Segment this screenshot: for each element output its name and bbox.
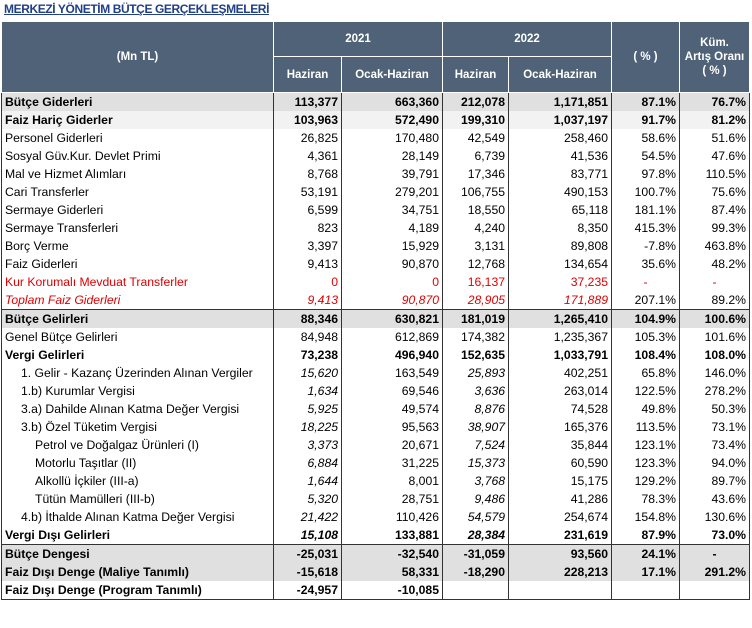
val-2021-ocak-haziran: 95,563 bbox=[342, 418, 443, 436]
val-pct-change: -7.8% bbox=[612, 237, 680, 255]
val-2021-ocak-haziran: 90,870 bbox=[342, 291, 443, 310]
val-2022-haziran: 17,346 bbox=[443, 165, 509, 183]
table-row bbox=[2, 454, 750, 472]
val-2021-haziran: -24,957 bbox=[274, 581, 342, 600]
val-2022-ocak-haziran: 8,350 bbox=[509, 219, 612, 237]
val-cumulative-change: - bbox=[680, 273, 750, 291]
val-2021-ocak-haziran: 15,929 bbox=[342, 237, 443, 255]
val-pct-change: - bbox=[612, 273, 680, 291]
val-2021-ocak-haziran: 20,671 bbox=[342, 436, 443, 454]
val-2022-ocak-haziran: 165,376 bbox=[509, 418, 612, 436]
val-2022-ocak-haziran: 41,536 bbox=[509, 147, 612, 165]
table-row bbox=[2, 201, 750, 219]
row-label: Cari Transferler bbox=[2, 183, 274, 201]
row-label: 1.b) Kurumlar Vergisi bbox=[2, 382, 274, 400]
val-cumulative-change: 43.6% bbox=[680, 490, 750, 508]
val-2022-haziran bbox=[443, 581, 509, 600]
val-2022-haziran: 181,019 bbox=[443, 310, 509, 329]
val-2021-ocak-haziran: 90,870 bbox=[342, 255, 443, 273]
row-label: Borç Verme bbox=[2, 237, 274, 255]
val-2021-ocak-haziran: 110,426 bbox=[342, 508, 443, 526]
val-cumulative-change: 146.0% bbox=[680, 364, 750, 382]
val-pct-change: 65.8% bbox=[612, 364, 680, 382]
val-2021-haziran: 823 bbox=[274, 219, 342, 237]
table-row bbox=[2, 418, 750, 436]
val-2022-ocak-haziran: 65,118 bbox=[509, 201, 612, 219]
val-2022-ocak-haziran: 60,590 bbox=[509, 454, 612, 472]
val-cumulative-change: 48.2% bbox=[680, 255, 750, 273]
val-cumulative-change: 108.0% bbox=[680, 346, 750, 364]
val-2022-haziran: 199,310 bbox=[443, 111, 509, 129]
row-label: 3.b) Özel Tüketim Vergisi bbox=[2, 418, 274, 436]
val-2021-ocak-haziran: 496,940 bbox=[342, 346, 443, 364]
table-body bbox=[2, 93, 750, 600]
val-cumulative-change: 89.2% bbox=[680, 291, 750, 310]
val-2021-ocak-haziran: 572,490 bbox=[342, 111, 443, 129]
table-row bbox=[2, 219, 750, 237]
val-2022-haziran: 3,131 bbox=[443, 237, 509, 255]
val-2022-haziran: 6,739 bbox=[443, 147, 509, 165]
row-label: 4.b) İthalde Alınan Katma Değer Vergisi bbox=[2, 508, 274, 526]
val-2021-ocak-haziran: 0 bbox=[342, 273, 443, 291]
table-row bbox=[2, 490, 750, 508]
table-row bbox=[2, 436, 750, 454]
val-2021-ocak-haziran: 133,881 bbox=[342, 526, 443, 545]
val-cumulative-change: 47.6% bbox=[680, 147, 750, 165]
val-2022-haziran: 7,524 bbox=[443, 436, 509, 454]
val-2021-ocak-haziran: -10,085 bbox=[342, 581, 443, 600]
val-2021-haziran: 15,620 bbox=[274, 364, 342, 382]
row-label: Vergi Dışı Gelirleri bbox=[2, 526, 274, 545]
val-2022-ocak-haziran: 134,654 bbox=[509, 255, 612, 273]
table-row bbox=[2, 129, 750, 147]
val-cumulative-change: 99.3% bbox=[680, 219, 750, 237]
val-2022-haziran: 9,486 bbox=[443, 490, 509, 508]
val-cumulative-change: 81.2% bbox=[680, 111, 750, 129]
val-2021-haziran: -15,618 bbox=[274, 563, 342, 581]
val-2022-ocak-haziran: 171,889 bbox=[509, 291, 612, 310]
table-row bbox=[2, 545, 750, 564]
val-2021-haziran: 84,948 bbox=[274, 328, 342, 346]
val-2021-ocak-haziran: 58,331 bbox=[342, 563, 443, 581]
val-pct-change: 24.1% bbox=[612, 545, 680, 564]
val-2021-haziran: 9,413 bbox=[274, 291, 342, 310]
table-row bbox=[2, 400, 750, 418]
val-2021-haziran: 26,825 bbox=[274, 129, 342, 147]
val-pct-change: 108.4% bbox=[612, 346, 680, 364]
val-2021-ocak-haziran: 39,791 bbox=[342, 165, 443, 183]
val-2021-haziran: 1,634 bbox=[274, 382, 342, 400]
val-pct-change: 17.1% bbox=[612, 563, 680, 581]
row-label: Faiz Dışı Denge (Program Tanımlı) bbox=[2, 581, 274, 600]
row-label: Tütün Mamülleri (III-b) bbox=[2, 490, 274, 508]
year-2021-header: 2021 bbox=[274, 22, 443, 57]
val-2021-ocak-haziran: 8,001 bbox=[342, 472, 443, 490]
val-2021-ocak-haziran: 31,225 bbox=[342, 454, 443, 472]
table-header bbox=[2, 22, 750, 93]
val-pct-change: 415.3% bbox=[612, 219, 680, 237]
row-label: Vergi Gelirleri bbox=[2, 346, 274, 364]
val-pct-change: 105.3% bbox=[612, 328, 680, 346]
table-row bbox=[2, 237, 750, 255]
val-2022-haziran: 18,550 bbox=[443, 201, 509, 219]
year-2022-header: 2022 bbox=[443, 22, 612, 57]
unit-header: (Mn TL) bbox=[2, 22, 274, 93]
val-2021-ocak-haziran: 170,480 bbox=[342, 129, 443, 147]
val-2022-haziran: 152,635 bbox=[443, 346, 509, 364]
table-row bbox=[2, 508, 750, 526]
val-2021-haziran: 18,225 bbox=[274, 418, 342, 436]
val-2022-haziran: 212,078 bbox=[443, 93, 509, 112]
val-2022-ocak-haziran: 231,619 bbox=[509, 526, 612, 545]
table-row bbox=[2, 165, 750, 183]
val-2022-ocak-haziran: 258,460 bbox=[509, 129, 612, 147]
val-pct-change: 181.1% bbox=[612, 201, 680, 219]
val-pct-change: 87.9% bbox=[612, 526, 680, 545]
val-2021-haziran: 8,768 bbox=[274, 165, 342, 183]
val-pct-change: 154.8% bbox=[612, 508, 680, 526]
col-2021-ocak-haziran: Ocak-Haziran bbox=[342, 57, 443, 93]
val-pct-change: 122.5% bbox=[612, 382, 680, 400]
val-2022-haziran: -31,059 bbox=[443, 545, 509, 564]
cumulative-header bbox=[680, 22, 750, 93]
val-2022-ocak-haziran: 93,560 bbox=[509, 545, 612, 564]
val-2022-ocak-haziran: 15,175 bbox=[509, 472, 612, 490]
val-2022-ocak-haziran: 1,265,410 bbox=[509, 310, 612, 329]
val-2021-haziran: 6,884 bbox=[274, 454, 342, 472]
row-label: Sermaye Transferleri bbox=[2, 219, 274, 237]
val-cumulative-change: 291.2% bbox=[680, 563, 750, 581]
val-2022-ocak-haziran: 41,286 bbox=[509, 490, 612, 508]
val-2022-haziran: 8,876 bbox=[443, 400, 509, 418]
col-2022-haziran: Haziran bbox=[443, 57, 509, 93]
row-label: Alkollü İçkiler (III-a) bbox=[2, 472, 274, 490]
col-2021-haziran: Haziran bbox=[274, 57, 342, 93]
row-label: 1. Gelir - Kazanç Üzerinden Alınan Vergiler bbox=[2, 364, 274, 382]
val-pct-change: 104.9% bbox=[612, 310, 680, 329]
val-2022-ocak-haziran: 1,235,367 bbox=[509, 328, 612, 346]
table-row bbox=[2, 183, 750, 201]
val-2022-haziran: 28,384 bbox=[443, 526, 509, 545]
val-2022-haziran: 25,893 bbox=[443, 364, 509, 382]
row-label: Faiz Giderleri bbox=[2, 255, 274, 273]
val-pct-change: 91.7% bbox=[612, 111, 680, 129]
table-row bbox=[2, 93, 750, 112]
row-label: Toplam Faiz Giderleri bbox=[2, 291, 274, 310]
val-2021-haziran: 113,377 bbox=[274, 93, 342, 112]
table-row bbox=[2, 273, 750, 291]
val-2022-ocak-haziran: 37,235 bbox=[509, 273, 612, 291]
val-2022-ocak-haziran: 89,808 bbox=[509, 237, 612, 255]
val-cumulative-change: 110.5% bbox=[680, 165, 750, 183]
pct-header: ( % ) bbox=[612, 22, 680, 93]
val-2021-haziran: 73,238 bbox=[274, 346, 342, 364]
val-pct-change: 35.6% bbox=[612, 255, 680, 273]
val-pct-change: 123.3% bbox=[612, 454, 680, 472]
table-row bbox=[2, 382, 750, 400]
row-label: 3.a) Dahilde Alınan Katma Değer Vergisi bbox=[2, 400, 274, 418]
row-label: Sosyal Güv.Kur. Devlet Primi bbox=[2, 147, 274, 165]
cumulative-header-line1: Küm. bbox=[700, 37, 729, 49]
val-2021-haziran: 3,397 bbox=[274, 237, 342, 255]
table-row bbox=[2, 346, 750, 364]
cumulative-header-line2: Artış Oranı bbox=[684, 51, 745, 63]
val-2021-haziran: 88,346 bbox=[274, 310, 342, 329]
page-title: MERKEZİ YÖNETİM BÜTÇE GERÇEKLEŞMELERİ bbox=[4, 2, 269, 16]
val-cumulative-change: 278.2% bbox=[680, 382, 750, 400]
val-pct-change: 49.8% bbox=[612, 400, 680, 418]
table-row bbox=[2, 255, 750, 273]
val-2021-haziran: 53,191 bbox=[274, 183, 342, 201]
row-label: Bütçe Dengesi bbox=[2, 545, 274, 564]
val-cumulative-change bbox=[680, 581, 750, 600]
val-cumulative-change: 94.0% bbox=[680, 454, 750, 472]
val-cumulative-change: 100.6% bbox=[680, 310, 750, 329]
val-2022-haziran: 12,768 bbox=[443, 255, 509, 273]
row-label: Faiz Dışı Denge (Maliye Tanımlı) bbox=[2, 563, 274, 581]
val-2022-ocak-haziran: 1,171,851 bbox=[509, 93, 612, 112]
val-2022-haziran: 16,137 bbox=[443, 273, 509, 291]
val-2022-ocak-haziran: 74,528 bbox=[509, 400, 612, 418]
table-row bbox=[2, 526, 750, 545]
row-label: Genel Bütçe Gelirleri bbox=[2, 328, 274, 346]
val-pct-change: 123.1% bbox=[612, 436, 680, 454]
val-pct-change: 87.1% bbox=[612, 93, 680, 112]
row-label: Faiz Hariç Giderler bbox=[2, 111, 274, 129]
val-2021-haziran: 1,644 bbox=[274, 472, 342, 490]
table-row bbox=[2, 328, 750, 346]
val-2022-ocak-haziran: 83,771 bbox=[509, 165, 612, 183]
val-2022-ocak-haziran: 1,037,197 bbox=[509, 111, 612, 129]
row-label: Kur Korumalı Mevduat Transferler bbox=[2, 273, 274, 291]
val-cumulative-change: 73.1% bbox=[680, 418, 750, 436]
val-2021-ocak-haziran: 28,149 bbox=[342, 147, 443, 165]
val-2021-haziran: -25,031 bbox=[274, 545, 342, 564]
val-cumulative-change: 50.3% bbox=[680, 400, 750, 418]
table-row bbox=[2, 310, 750, 329]
val-2022-haziran: 28,905 bbox=[443, 291, 509, 310]
val-2022-haziran: 3,768 bbox=[443, 472, 509, 490]
val-2021-ocak-haziran: 69,546 bbox=[342, 382, 443, 400]
val-pct-change: 54.5% bbox=[612, 147, 680, 165]
val-cumulative-change: 73.0% bbox=[680, 526, 750, 545]
table-row bbox=[2, 472, 750, 490]
val-2021-ocak-haziran: 49,574 bbox=[342, 400, 443, 418]
val-cumulative-change: 73.4% bbox=[680, 436, 750, 454]
val-cumulative-change: 89.7% bbox=[680, 472, 750, 490]
val-2022-ocak-haziran bbox=[509, 581, 612, 600]
val-2021-haziran: 6,599 bbox=[274, 201, 342, 219]
val-2021-ocak-haziran: 279,201 bbox=[342, 183, 443, 201]
val-2021-haziran: 3,373 bbox=[274, 436, 342, 454]
val-cumulative-change: 130.6% bbox=[680, 508, 750, 526]
val-2022-haziran: 42,549 bbox=[443, 129, 509, 147]
table-row bbox=[2, 563, 750, 581]
row-label: Sermaye Giderleri bbox=[2, 201, 274, 219]
val-2022-haziran: 3,636 bbox=[443, 382, 509, 400]
val-2022-ocak-haziran: 1,033,791 bbox=[509, 346, 612, 364]
val-2022-ocak-haziran: 254,674 bbox=[509, 508, 612, 526]
row-label: Bütçe Giderleri bbox=[2, 93, 274, 112]
val-2021-haziran: 15,108 bbox=[274, 526, 342, 545]
cumulative-header-line3: ( % ) bbox=[702, 65, 727, 77]
val-cumulative-change: 51.6% bbox=[680, 129, 750, 147]
val-2021-ocak-haziran: 4,189 bbox=[342, 219, 443, 237]
val-2021-ocak-haziran: 163,549 bbox=[342, 364, 443, 382]
val-pct-change: 58.6% bbox=[612, 129, 680, 147]
val-pct-change: 113.5% bbox=[612, 418, 680, 436]
val-2021-haziran: 4,361 bbox=[274, 147, 342, 165]
val-cumulative-change: 76.7% bbox=[680, 93, 750, 112]
table-row bbox=[2, 581, 750, 600]
val-2022-haziran: 15,373 bbox=[443, 454, 509, 472]
val-2022-ocak-haziran: 228,213 bbox=[509, 563, 612, 581]
val-2022-haziran: -18,290 bbox=[443, 563, 509, 581]
val-2022-haziran: 54,579 bbox=[443, 508, 509, 526]
val-cumulative-change: 87.4% bbox=[680, 201, 750, 219]
val-2021-haziran: 9,413 bbox=[274, 255, 342, 273]
val-2021-ocak-haziran: 34,751 bbox=[342, 201, 443, 219]
val-2022-ocak-haziran: 35,844 bbox=[509, 436, 612, 454]
row-label: Personel Giderleri bbox=[2, 129, 274, 147]
row-label: Petrol ve Doğalgaz Ürünleri (I) bbox=[2, 436, 274, 454]
table-row bbox=[2, 111, 750, 129]
table-row bbox=[2, 364, 750, 382]
val-2022-ocak-haziran: 402,251 bbox=[509, 364, 612, 382]
val-pct-change: 97.8% bbox=[612, 165, 680, 183]
val-2022-ocak-haziran: 490,153 bbox=[509, 183, 612, 201]
val-2021-ocak-haziran: 28,751 bbox=[342, 490, 443, 508]
val-2022-haziran: 4,240 bbox=[443, 219, 509, 237]
val-2021-haziran: 103,963 bbox=[274, 111, 342, 129]
val-2021-haziran: 5,925 bbox=[274, 400, 342, 418]
val-cumulative-change: 101.6% bbox=[680, 328, 750, 346]
row-label: Motorlu Taşıtlar (II) bbox=[2, 454, 274, 472]
val-2022-haziran: 38,907 bbox=[443, 418, 509, 436]
val-2021-haziran: 21,422 bbox=[274, 508, 342, 526]
val-cumulative-change: 463.8% bbox=[680, 237, 750, 255]
val-pct-change: 207.1% bbox=[612, 291, 680, 310]
budget-table bbox=[1, 21, 750, 600]
val-pct-change: 78.3% bbox=[612, 490, 680, 508]
val-2021-ocak-haziran: 663,360 bbox=[342, 93, 443, 112]
val-2021-haziran: 0 bbox=[274, 273, 342, 291]
val-2021-ocak-haziran: 612,869 bbox=[342, 328, 443, 346]
table-row bbox=[2, 147, 750, 165]
val-2021-ocak-haziran: -32,540 bbox=[342, 545, 443, 564]
val-2021-ocak-haziran: 630,821 bbox=[342, 310, 443, 329]
row-label: Bütçe Gelirleri bbox=[2, 310, 274, 329]
val-pct-change bbox=[612, 581, 680, 600]
val-2022-haziran: 174,382 bbox=[443, 328, 509, 346]
val-pct-change: 129.2% bbox=[612, 472, 680, 490]
val-2022-haziran: 106,755 bbox=[443, 183, 509, 201]
val-cumulative-change: 75.6% bbox=[680, 183, 750, 201]
row-label: Mal ve Hizmet Alımları bbox=[2, 165, 274, 183]
val-pct-change: 100.7% bbox=[612, 183, 680, 201]
val-2021-haziran: 5,320 bbox=[274, 490, 342, 508]
col-2022-ocak-haziran: Ocak-Haziran bbox=[509, 57, 612, 93]
val-2022-ocak-haziran: 263,014 bbox=[509, 382, 612, 400]
table-row bbox=[2, 291, 750, 310]
val-cumulative-change: - bbox=[680, 545, 750, 564]
